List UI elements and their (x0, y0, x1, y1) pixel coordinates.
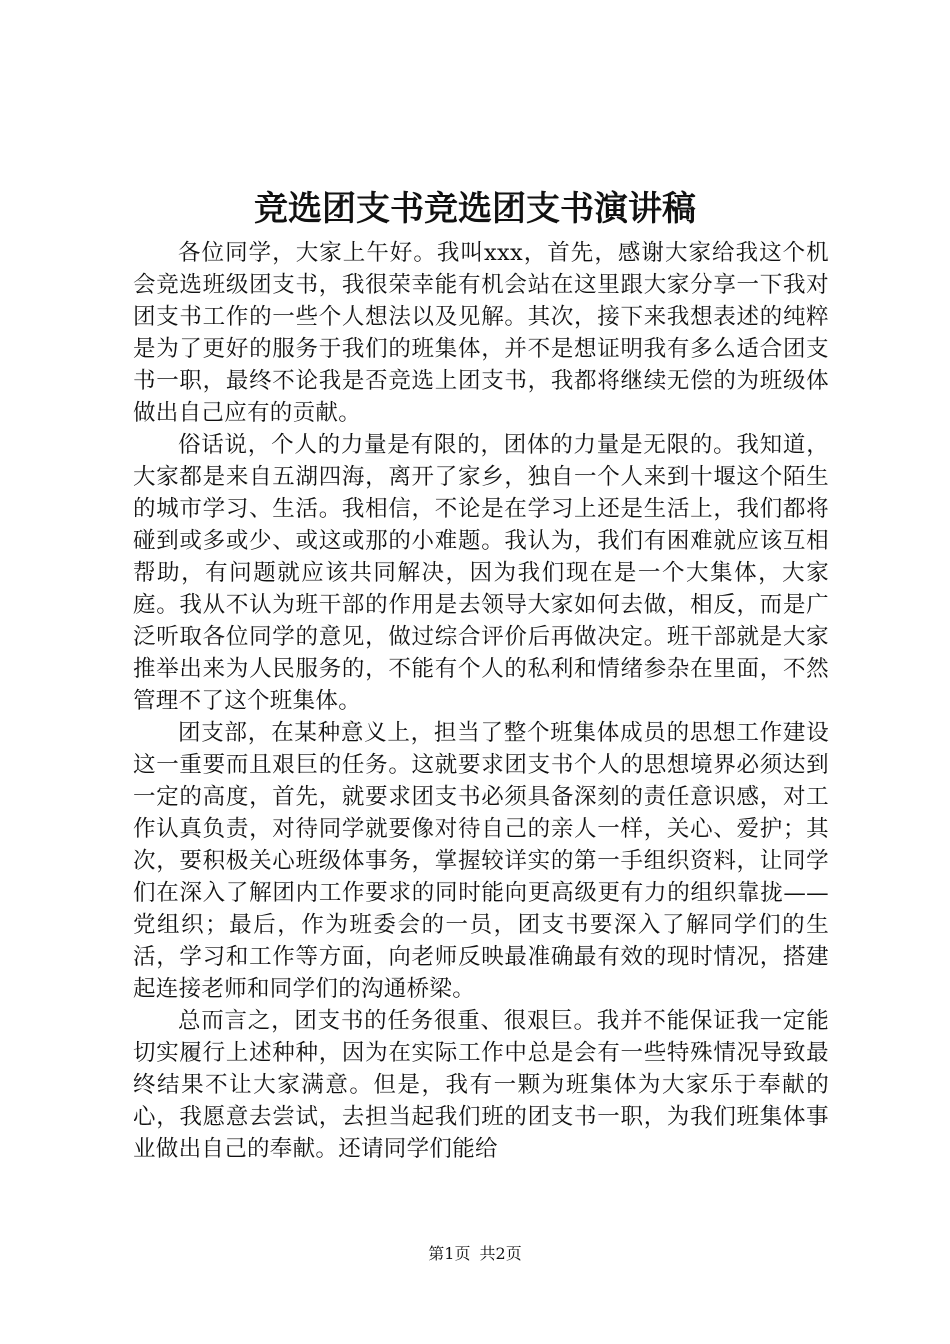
document-title: 竞选团支书竞选团支书演讲稿 (254, 189, 696, 229)
page-total: 共2页 (479, 1244, 522, 1263)
paragraph-4: 总而言之，团支书的任务很重、很艰巨。我并不能保证我一定能切实履行上述种种，因为在实际工作中总是会有一些特殊情况导致最终结果不让大家满意。但是，我有一颗为班集体为大家乐于奉献的心，我愿意去尝试，去担当起我们班的团支书一职，为我们班集体事业做出自己的奉献。还请同学们能给 (133, 1008, 829, 1162)
paragraph-3: 团支部，在某种意义上，担当了整个班集体成员的思想工作建设这一重要而且艰巨的任务。这就要求团支书个人的思想境界必须达到一定的高度，首先，就要求团支书必须具备深刻的责任意识感，对工作认真负责，对待同学就要像对待自己的亲人一样，关心、爱护；其次，要积极关心班级体事务，掌握较详实的第一手组织资料，让同学们在深入了解团内工作要求的同时能向更高级更有力的组织靠拢——党组织；最后，作为班委会的一员，团支书要深入了解同学们的生活，学习和工作等方面，向老师反映最准确最有效的现时情况，搭建起连接老师和同学们的沟通桥梁。 (133, 720, 829, 1002)
page-number: 第1页 (428, 1244, 471, 1263)
paragraph-1: 各位同学，大家上午好。我叫xxx，首先，感谢大家给我这个机会竞选班级团支书，我很荣幸能有机会站在这里跟大家分享一下我对团支书工作的一些个人想法以及见解。其次，接下来我想表述的纯粹是为了更好的服务于我们的班集体，并不是想证明我有多么适合团支书一职，最终不论我是否竞选上团支书，我都将继续无偿的为班级体做出自己应有的贡献。 (133, 240, 829, 426)
page-footer (0, 1244, 950, 1264)
document-body (133, 237, 829, 1165)
paragraph-2: 俗话说，个人的力量是有限的，团体的力量是无限的。我知道，大家都是来自五湖四海，离开了家乡，独自一个人来到十堰这个陌生的城市学习、生活。我相信，不论是在学习上还是生活上，我们都将碰到或多或少、或这或那的小难题。我认为，我们有困难就应该互相帮助，有问题就应该共同解决，因为我们现在是一个大集体，大家庭。我从不认为班干部的作用是去领导大家如何去做，相反，而是广泛听取各位同学的意见，做过综合评价后再做决定。班干部就是大家推举出来为人民服务的，不能有个人的私利和情绪参杂在里面，不然管理不了这个班集体。 (133, 432, 829, 714)
